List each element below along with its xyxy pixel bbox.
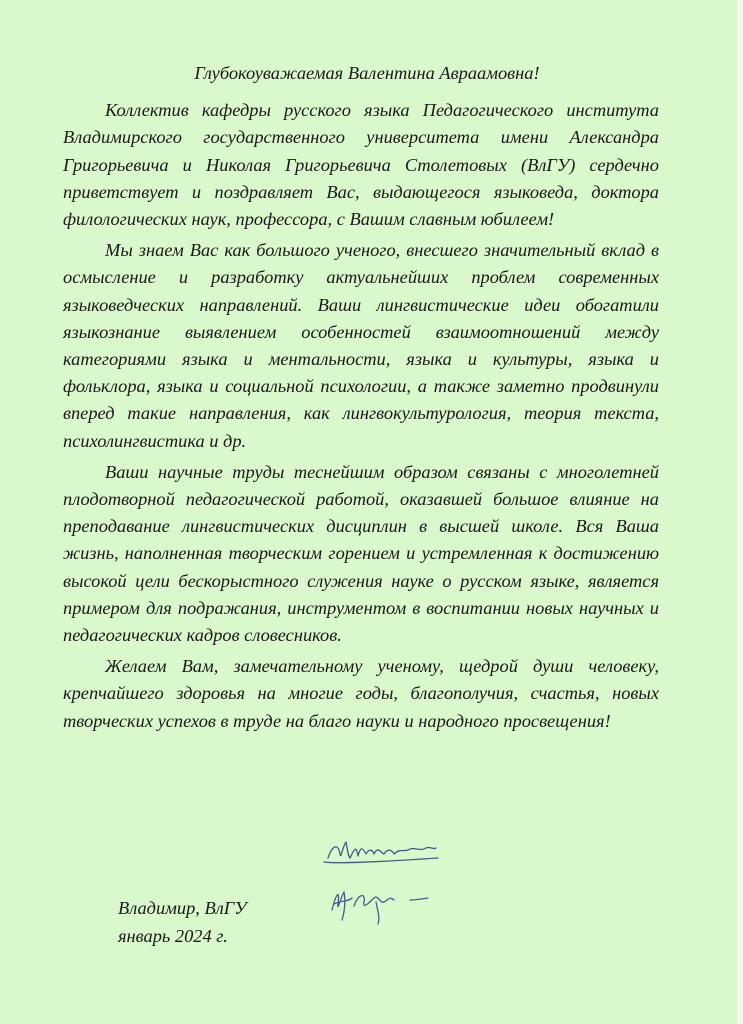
place-and-date	[118, 894, 247, 950]
handwritten-signatures	[318, 828, 458, 932]
paragraph-2: Мы знаем Вас как большого ученого, внесшего значительный вклад в осмысление и разработку актуальнейших проблем современных языковедческих направлений. Ваши лингвистические идеи обогатили языкознание выявлением особенностей взаимоотношений между категориями языка и ментальности, языка и культуры, языка и фольклора, языка и социальной психологии, а также заметно продвинули вперед такие направления, как лингвокультурология, теория текста, психолингвистика и др.	[63, 240, 659, 451]
date-line: январь 2024 г.	[118, 926, 228, 946]
paragraph-4: Желаем Вам, замечательному ученому, щедрой души человеку, крепчайшего здоровья на многие годы, благополучия, счастья, новых творческих успехов в труде на благо науки и народного просвещения!	[63, 656, 659, 731]
place-line: Владимир, ВлГУ	[118, 898, 247, 918]
paragraph-1: Коллектив кафедры русского языка Педагогического института Владимирского государственного университета имени Александра Григорьевича и Николая Григорьевича Столетовых (ВлГУ) сердечно приветствует и поздравляет Вас, выдающегося языковеда, доктора филологических наук, профессора, с Вашим славным юбилеем!	[63, 100, 659, 230]
paragraph-3: Ваши научные труды теснейшим образом связаны с многолетней плодотворной педагогической работой, оказавшей большое влияние на преподавание лингвистических дисциплин в высшей школе. Вся Ваша жизнь, наполненная творческим горением и устремленная к достижению высокой цели бескорыстного служения науке о русском языке, является примером для подражания, инструментом в воспитании новых научных и педагогических кадров словесников.	[63, 461, 659, 646]
scan-edge	[737, 0, 743, 1024]
greeting: Глубокоуважаемая Валентина Авраамовна!	[194, 63, 540, 83]
letter-body	[63, 60, 659, 735]
